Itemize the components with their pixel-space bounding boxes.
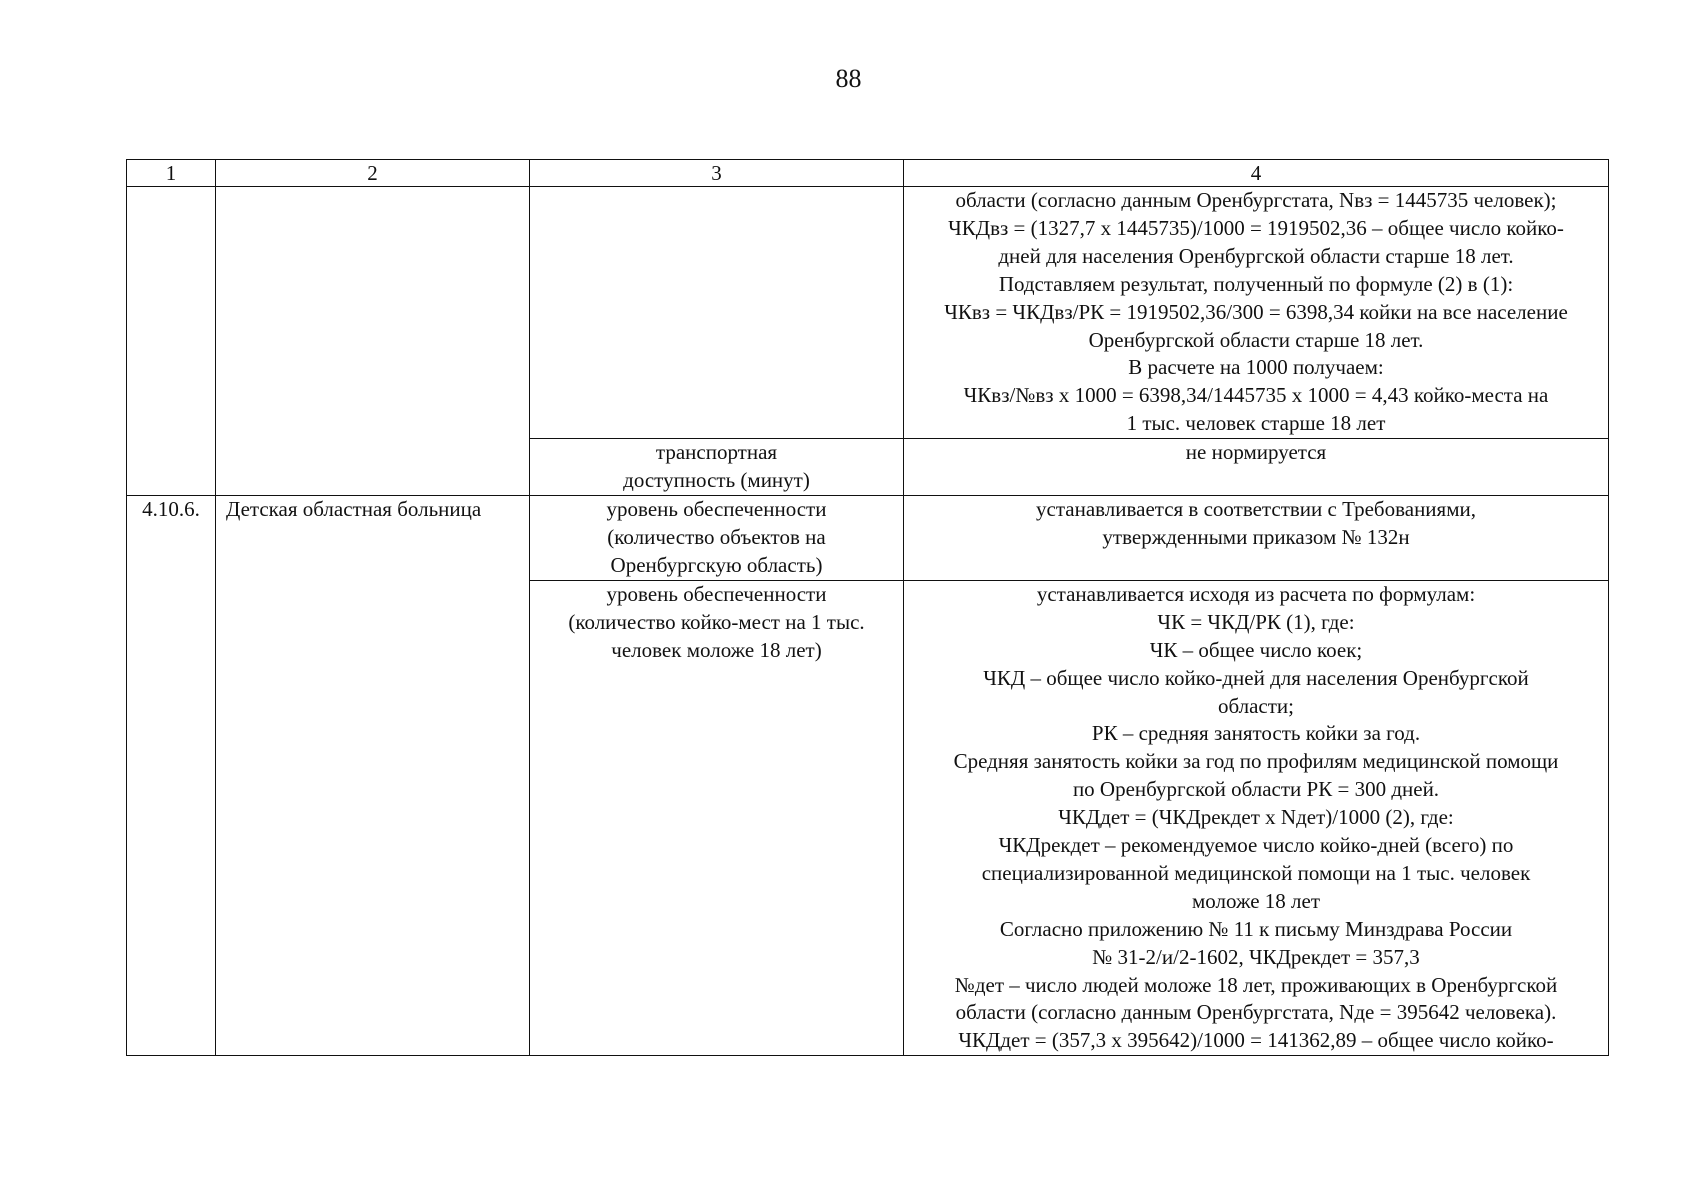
header-col-4: 4 — [904, 160, 1609, 187]
cell-provision-objects — [530, 496, 904, 581]
value-line: не нормируется — [1185, 440, 1327, 465]
formula-line: № 31-2/и/2-1602, ЧКДрекдет = 357,3 — [1092, 944, 1420, 969]
table-row-continuation — [127, 187, 1609, 439]
cell-transport-indicator — [530, 439, 904, 496]
indicator-line: (количество койко-мест на 1 тыс. — [568, 609, 865, 634]
formula-line: моложе 18 лет — [1192, 888, 1320, 913]
formula-line: Средняя занятость койки за год по профилям медицинской помощи — [953, 749, 1559, 774]
header-col-1: 1 — [127, 160, 216, 187]
value-line: утвержденными приказом № 132н — [1102, 525, 1410, 550]
indicator-line: (количество объектов на — [607, 525, 826, 550]
formula-line: области; — [1217, 693, 1295, 718]
cell-provision-objects-value — [904, 496, 1609, 581]
formula-line: ЧКДдет = (357,3 х 395642)/1000 = 141362,89 – общее число койко- — [958, 1028, 1554, 1053]
indicator-line: транспортная — [655, 440, 778, 465]
standards-table — [126, 159, 1609, 1056]
indicator-line: человек моложе 18 лет) — [611, 637, 822, 662]
cell-provision-beds — [530, 580, 904, 1055]
formula-line: РК – средняя занятость койки за год. — [1091, 721, 1421, 746]
formula-line: ЧКДрекдет – рекомендуемое число койко-дней (всего) по — [998, 833, 1514, 858]
table-row-children-hospital — [127, 496, 1609, 581]
calc-line: 1 тыс. человек старше 18 лет — [1126, 411, 1386, 436]
facility-name: Детская областная больница — [226, 497, 482, 522]
formula-line: ЧК – общее число коек; — [1149, 637, 1363, 662]
calc-line: Подставляем результат, полученный по формуле (2) в (1): — [998, 271, 1514, 296]
page-number: 88 — [835, 64, 862, 93]
cell-name-empty — [216, 187, 530, 496]
calc-line: области (согласно данным Оренбургстата, Nвз = 1445735 человек); — [955, 188, 1557, 212]
formula-line: ЧКДдет = (ЧКДрекдет х Nдет)/1000 (2), где: — [1058, 805, 1454, 830]
item-number: 4.10.6. — [142, 497, 200, 522]
formula-line: ЧКД – общее число койко-дней для населения Оренбургской — [983, 665, 1529, 690]
indicator-line: Оренбургскую область) — [610, 552, 823, 577]
cell-calc-continuation — [904, 187, 1609, 439]
calc-line: ЧКДвз = (1327,7 х 1445735)/1000 = 1919502,36 – общее число койко- — [948, 215, 1564, 240]
calc-line: дней для населения Оренбургской области старше 18 лет. — [998, 243, 1514, 268]
value-line: устанавливается в соответствии с Требованиями, — [1036, 497, 1476, 522]
indicator-line: доступность (минут) — [623, 468, 810, 493]
cell-number-empty — [127, 187, 216, 496]
indicator-line: уровень обеспеченности — [606, 497, 827, 522]
cell-provision-beds-formula — [904, 580, 1609, 1055]
formula-line: специализированной медицинской помощи на 1 тыс. человек — [981, 860, 1531, 885]
calc-line: Оренбургской области старше 18 лет. — [1088, 327, 1424, 352]
calc-line: ЧКвз/№вз х 1000 = 6398,34/1445735 х 1000 = 4,43 койко-места на — [963, 383, 1549, 408]
cell-indicator-empty — [530, 187, 904, 439]
cell-facility-name — [216, 496, 530, 1056]
formula-line: Согласно приложению № 11 к письму Минздрава России — [999, 916, 1513, 941]
table-header-row — [127, 160, 1609, 187]
header-col-3: 3 — [530, 160, 904, 187]
header-col-2: 2 — [216, 160, 530, 187]
formula-line: по Оренбургской области РК = 300 дней. — [1072, 777, 1440, 802]
cell-transport-value — [904, 439, 1609, 496]
calc-line: ЧКвз = ЧКДвз/РК = 1919502,36/300 = 6398,34 койки на все население — [944, 299, 1568, 324]
formula-line: ЧК = ЧКД/РК (1), где: — [1157, 609, 1355, 634]
formula-line: устанавливается исходя из расчета по формулам: — [1036, 581, 1476, 606]
formula-line: области (согласно данным Оренбургстата, Nде = 395642 человека). — [955, 1000, 1557, 1025]
cell-item-number — [127, 496, 216, 1056]
indicator-line: уровень обеспеченности — [606, 581, 827, 606]
calc-line: В расчете на 1000 получаем: — [1128, 355, 1384, 380]
formula-line: №дет – число людей моложе 18 лет, проживающих в Оренбургской — [954, 972, 1558, 997]
